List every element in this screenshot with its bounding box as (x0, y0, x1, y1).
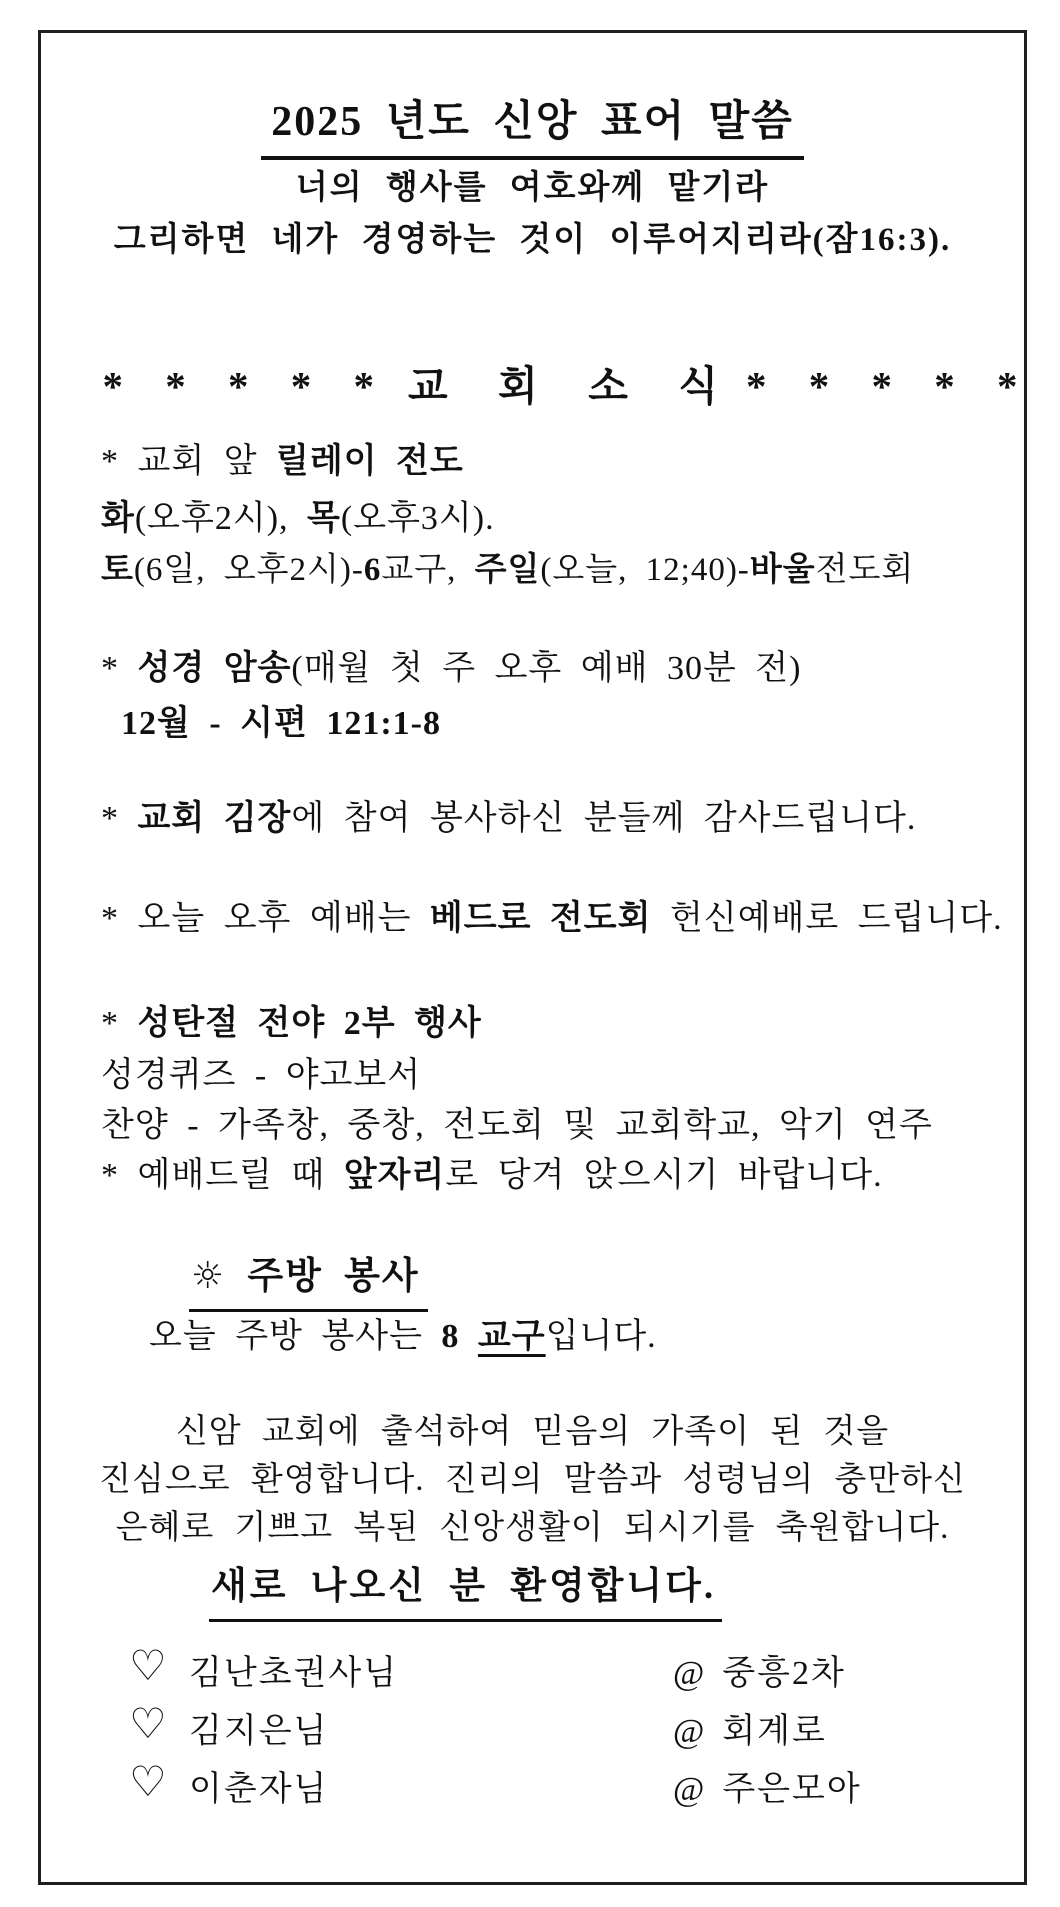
relay-schedule-line-1: 화(오후2시), 목(오후3시). (101, 500, 495, 537)
newcomer-name: 김지은님 (189, 1713, 329, 1750)
heart-icon: ♡ (129, 1641, 167, 1690)
newcomer-place-text: 중흥2차 (722, 1655, 846, 1692)
newcomer-place (673, 1645, 846, 1694)
stars-left-decoration: * * * * * (102, 363, 390, 409)
bible-memorization-heading: * 성경 암송(매월 첫 주 오후 예배 30분 전) (101, 650, 802, 687)
at-sign-icon: @ (673, 1771, 707, 1808)
newcomer-place-text: 주은모아 (722, 1771, 862, 1808)
kitchen-service-line: 오늘 주방 봉사는 8 교구입니다. (149, 1318, 657, 1355)
sun-icon: ☼ (191, 1254, 227, 1297)
heart-icon: ♡ (129, 1699, 167, 1748)
relay-schedule-line-2: 토(6일, 오후2시)-6교구, 주일(오늘, 12;40)-바울전도회 (101, 552, 915, 588)
welcome-paragraph-line-2: 진심으로 환영합니다. 진리의 말씀과 성령님의 충만하신 (99, 1462, 966, 1498)
motto-verse-line-1: 너의 행사를 여호와께 맡기라 (295, 170, 770, 206)
newcomer-row (41, 1699, 1024, 1755)
at-sign-icon: @ (673, 1713, 707, 1750)
page-border-frame (38, 30, 1034, 1885)
motto-verse-line-2: 그리하면 네가 경영하는 것이 이루어지리라(잠16:3). (113, 222, 952, 258)
newcomer-place-text: 회계로 (722, 1713, 827, 1750)
motto-title: 2025 년도 신앙 표어 말씀 (261, 88, 804, 160)
newcomer-row (41, 1757, 1024, 1813)
newcomer-place (673, 1761, 862, 1810)
christmas-praise-line: 찬양 - 가족창, 중창, 전도회 및 교회학교, 악기 연주 (101, 1107, 933, 1144)
relay-evangelism-heading: * 교회 앞 릴레이 전도 (101, 443, 464, 480)
newcomers-heading-block (209, 1555, 1024, 1622)
christmas-quiz-line: 성경퀴즈 - 야고보서 (101, 1057, 422, 1094)
motto-block (41, 88, 1024, 160)
welcome-paragraph-line-3: 은혜로 기쁘고 복된 신앙생활이 되시기를 축원합니다. (115, 1510, 950, 1546)
heart-icon: ♡ (129, 1757, 167, 1806)
newcomer-name: 김난초권사님 (189, 1655, 399, 1692)
kimjang-thanks-line: * 교회 김장에 참여 봉사하신 분들께 감사드립니다. (101, 800, 917, 837)
welcome-paragraph-line-1: 신암 교회에 출석하여 믿음의 가족이 된 것을 (175, 1414, 890, 1450)
kitchen-service-heading-text: 주방 봉사 (226, 1256, 420, 1297)
kitchen-service-block (189, 1245, 1024, 1312)
kitchen-service-heading (189, 1245, 428, 1312)
bible-memorization-passage: 12월 - 시편 121:1-8 (121, 705, 441, 742)
newcomers-heading: 새로 나오신 분 환영합니다. (209, 1555, 722, 1622)
christmas-eve-heading: * 성탄절 전야 2부 행사 (101, 1005, 482, 1042)
front-seat-request-line: * 예배드릴 때 앞자리로 당겨 앉으시기 바랍니다. (101, 1157, 883, 1194)
afternoon-worship-line: * 오늘 오후 예배는 베드로 전도회 헌신예배로 드립니다. (101, 900, 1003, 937)
at-sign-icon: @ (673, 1655, 707, 1692)
newcomer-name: 이춘자님 (189, 1771, 329, 1808)
church-news-title: 교 회 소 식 (408, 363, 728, 409)
stars-right-decoration: * * * * * (745, 363, 1034, 409)
newcomer-row (41, 1641, 1024, 1697)
newcomer-place (673, 1703, 827, 1752)
